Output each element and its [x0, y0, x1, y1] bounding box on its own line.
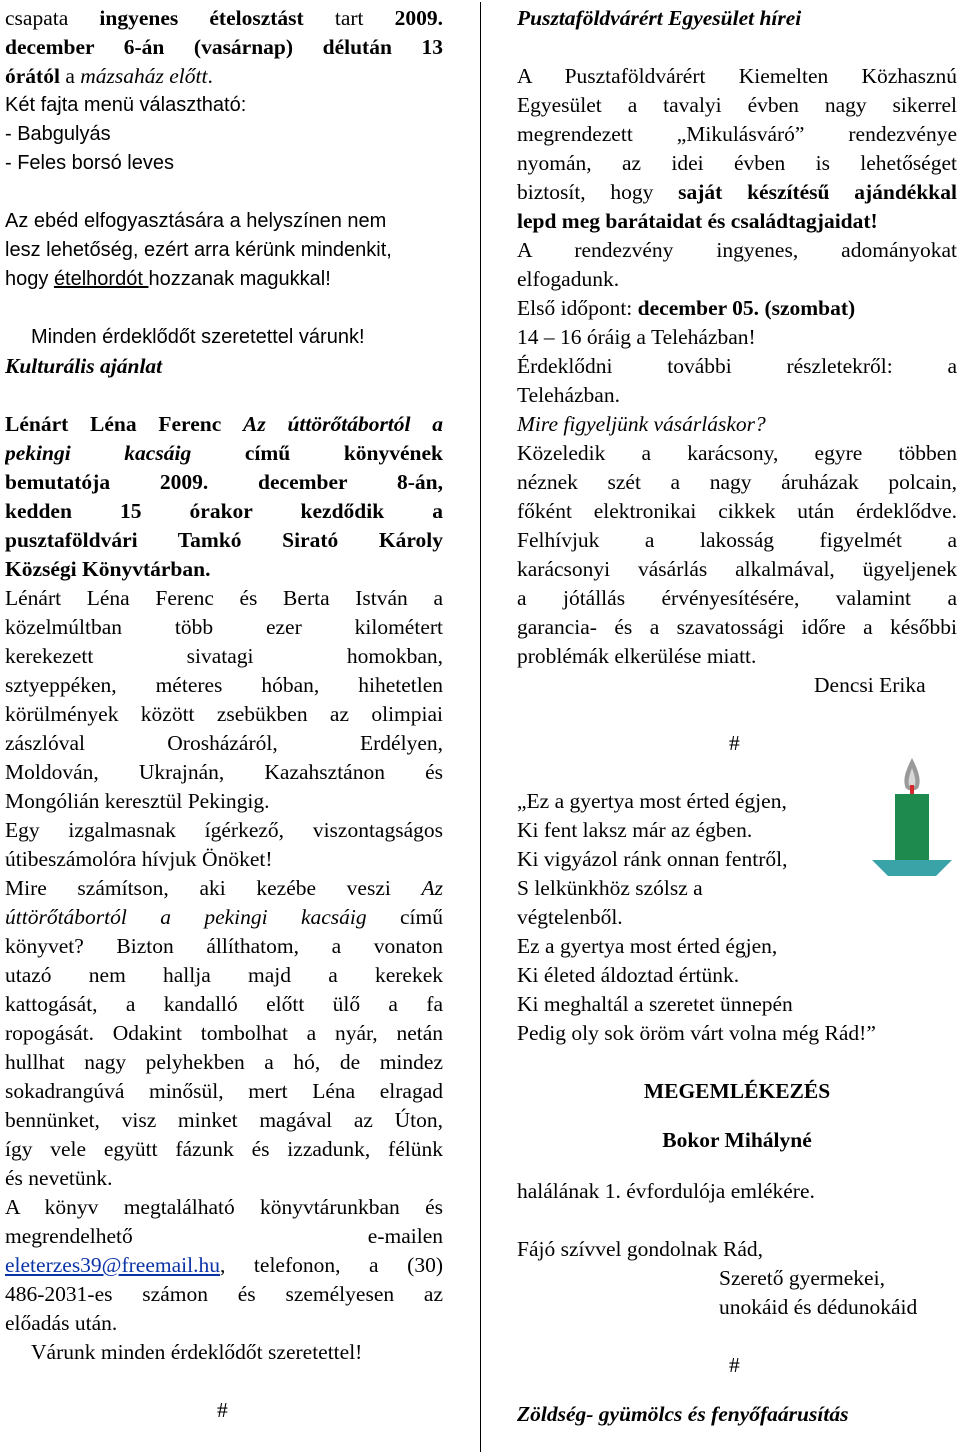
body-line-19: bennünket, visz minket magával az Úton, [5, 1108, 443, 1132]
text: tart [303, 6, 395, 30]
text: című [366, 905, 443, 929]
family-line-2: unokáid és dédunokáid [719, 1295, 918, 1319]
food-container-text: ételhordót [53, 268, 149, 290]
text: Első időpont: [517, 296, 638, 320]
text: csapata [5, 6, 100, 30]
intro-line-3: órától a mázsaház előtt. [5, 64, 213, 88]
poem-line-4: S lelkünkhöz szólsz a [517, 876, 703, 900]
assoc-line-12: Teleházban. [517, 383, 620, 407]
day-text: (szombat) [759, 296, 856, 320]
body-line-4: sztyeppéken, méteres hóban, hihetetlen [5, 673, 443, 697]
free-meal-text: ingyenes ételosztást [99, 6, 304, 30]
memorial-name: Bokor Mihályné [662, 1128, 812, 1152]
body-line-20: így vele együtt fázunk és izzadunk, félünk [5, 1137, 443, 1161]
assoc-line-1: A Pusztaföldvárért Kiemelten Közhasznú [517, 64, 957, 88]
email-link[interactable]: eleterzes39@freemail.hu [5, 1253, 220, 1277]
time-text: órától [5, 64, 60, 88]
candle-icon [870, 756, 954, 878]
assoc-line-6: lepd meg barátaidat és családtagjaidat! [517, 209, 878, 233]
body-line-15: kattogását, a kandalló előtt ülő a fa [5, 992, 443, 1016]
intro-line-1 [5, 4, 443, 33]
assoc-line-7: A rendezvény ingyenes, adományokat [517, 238, 957, 262]
poem-line-3: Ki vigyázol ránk onnan fentről, [517, 847, 788, 871]
book-line-6: Községi Könyvtárban. [5, 557, 211, 581]
menu-item-1: - Babgulyás [5, 123, 111, 145]
menu-item-2: - Feles borsó leves [5, 152, 174, 174]
memorial-line: halálának 1. évfordulója emlékére. [517, 1179, 815, 1203]
book-line-5: pusztaföldvári Tamkó Sirató Károly [5, 528, 443, 552]
gift-text: saját készítésű ajándékkal [678, 180, 957, 204]
candle-body [895, 794, 929, 860]
book-title-text: Az [421, 876, 443, 900]
family-line-1: Szerető gyermekei, [719, 1266, 885, 1290]
text: a [59, 64, 81, 88]
intro-line-8: lesz lehetőség, ezért arra kérünk mindenkit, [5, 239, 392, 261]
assoc-line-4: nyomán, az idei évben is lehetőséget [517, 151, 957, 175]
body-line-11 [5, 874, 443, 903]
culture-heading: Kulturális ajánlat [5, 354, 163, 378]
body-line-9: Egy izgalmasnak ígérkező, viszontagságos [5, 818, 443, 842]
body-line-14: utazó nem hallja majd a kerekek [5, 963, 443, 987]
body-line-25: 486-2031-es számon és személyesen az [5, 1282, 443, 1306]
book-title-text: úttörőtábortól a pekingi kacsáig [5, 905, 367, 929]
venue-text: mázsaház előtt [80, 64, 208, 88]
poem-line-1: „Ez a gyertya most érted égjen, [517, 789, 787, 813]
text: hogy [5, 268, 54, 290]
shop-line-5: karácsonyi vásárlás alkalmával, ügyeljenek [517, 557, 957, 581]
wick [910, 785, 914, 795]
text: e-mailen [367, 1224, 443, 1248]
text: Mire számítson, aki kezébe veszi [5, 876, 422, 900]
poem-line-5: végtelenből. [517, 905, 623, 929]
body-line-5: körülmények között zsebükben az olimpiai [5, 702, 443, 726]
grief-line: Fájó szívvel gondolnak Rád, [517, 1237, 764, 1261]
memorial-title: MEGEMLÉKEZÉS [643, 1079, 831, 1103]
separator-hash: # [729, 1353, 740, 1377]
shop-line-2: néznek szét a nagy áruházak polcain, [517, 470, 957, 494]
intro-line-7: Az ebéd elfogyasztására a helyszínen nem [5, 210, 387, 232]
assoc-line-10: 14 – 16 óráig a Teleházban! [517, 325, 756, 349]
body-line-7: Moldován, Ukrajnán, Kazahsztánon és [5, 760, 443, 784]
separator-hash: # [729, 731, 740, 755]
body-line-26: előadás után. [5, 1311, 118, 1335]
book-line-2 [5, 439, 443, 468]
body-line-22: A könyv megtalálható könyvtárunkban és [5, 1195, 443, 1219]
closing-invite: Várunk minden érdeklődőt szeretettel! [31, 1340, 363, 1364]
date-text: december 05. [637, 296, 760, 320]
book-line-3: bemutatója 2009. december 8-án, [5, 470, 443, 494]
assoc-line-2: Egyesület a tavalyi évben nagy sikerrel [517, 93, 957, 117]
body-line-6: zászlóval Orosházáról, Erdélyen, [5, 731, 443, 755]
shop-line-1: Közeledik a karácsony, egyre többen [517, 441, 957, 465]
body-line-16: ropogását. Odakint tombolhat a nyár, netán [5, 1021, 443, 1045]
intro-line-4: Két fajta menü választható: [5, 94, 247, 116]
poem-line-9: Pedig oly sok öröm várt volna még Rád!” [517, 1021, 876, 1045]
shop-line-3: főként elektronikai cikkek után érdeklődve. [517, 499, 957, 523]
body-line-13: könyvet? Bizton állíthatom, a vonaton [5, 934, 443, 958]
body-line-24 [5, 1251, 443, 1280]
body-line-18: sokadrangúvá minősül, mert Léna elragad [5, 1079, 443, 1103]
text: megrendelhető [5, 1224, 133, 1248]
signature: Dencsi Erika [814, 673, 926, 697]
book-line-4: kedden 15 órakor kezdődik a [5, 499, 443, 523]
shopping-heading: Mire figyeljünk vásárláskor? [517, 412, 766, 436]
assoc-line-3: megrendezett „Mikulásváró” rendezvénye [517, 122, 957, 146]
body-line-21: és nevetünk. [5, 1166, 113, 1190]
assoc-line-5 [517, 178, 957, 207]
separator-hash: # [217, 1398, 228, 1422]
book-line-1 [5, 410, 443, 439]
body-line-3: kerekezett sivatagi homokban, [5, 644, 443, 668]
text: hozzanak magukkal! [148, 268, 331, 290]
assoc-line-8: elfogadunk. [517, 267, 620, 291]
body-line-17: hullhat nagy pelyhekben a hó, de mindez [5, 1050, 443, 1074]
column-divider [480, 2, 481, 1452]
text: biztosít, hogy [517, 180, 679, 204]
year-text: 2009. [394, 6, 443, 30]
association-heading: Pusztaföldvárért Egyesület hírei [517, 6, 802, 30]
body-line-23 [5, 1222, 443, 1251]
shop-line-6: a jótállás érvényesítésére, valamint a [517, 586, 957, 610]
produce-heading: Zöldség- gyümölcs és fenyőfaárusítás [517, 1402, 849, 1426]
shop-line-8: problémák elkerülése miatt. [517, 644, 757, 668]
body-line-10: útibeszámolóra hívjuk Önöket! [5, 847, 273, 871]
intro-invite: Minden érdeklődőt szeretettel várunk! [31, 326, 365, 348]
assoc-line-11: Érdeklődni további részletekről: a [517, 354, 957, 378]
text: című könyvének [191, 441, 443, 465]
poem-line-2: Ki fent laksz már az égben. [517, 818, 753, 842]
text: , telefonon, a (30) [219, 1253, 443, 1277]
assoc-line-9 [517, 294, 855, 323]
author-text: Lénárt Léna Ferenc [5, 412, 243, 436]
poem-line-6: Ez a gyertya most érted égjen, [517, 934, 778, 958]
shop-line-4: Felhívjuk a lakosság figyelmét a [517, 528, 957, 552]
shop-line-7: garancia- és a szavatossági időre a későbbi [517, 615, 957, 639]
book-title-text: Az úttörőtábortól a [243, 412, 443, 436]
body-line-2: közelmúltban több ezer kilométert [5, 615, 443, 639]
candle-holder [872, 860, 952, 876]
body-line-12 [5, 903, 443, 932]
body-line-8: Mongólián keresztül Pekingig. [5, 789, 270, 813]
poem-line-7: Ki életed áldoztad értünk. [517, 963, 740, 987]
body-line-1: Lénárt Léna Ferenc és Berta István a [5, 586, 443, 610]
intro-line-9 [5, 265, 331, 294]
book-title-text: pekingi kacsáig [5, 441, 192, 465]
intro-line-2: december 6-án (vasárnap) délután 13 [5, 35, 443, 59]
poem-line-8: Ki meghaltál a szeretet ünnepén [517, 992, 793, 1016]
